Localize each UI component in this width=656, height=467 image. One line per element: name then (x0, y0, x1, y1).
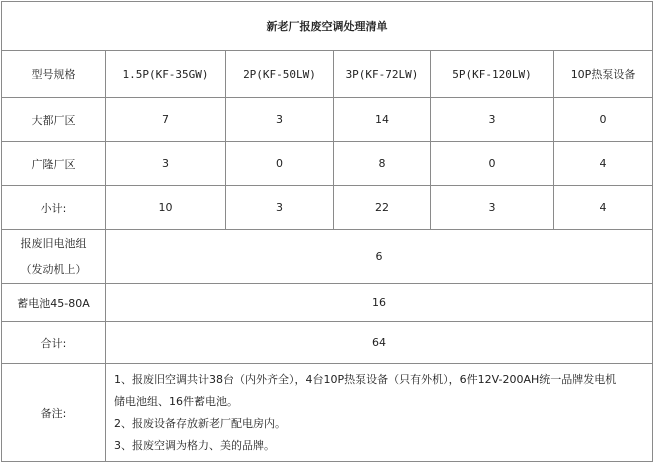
model-header: 2P(KF-50LW) (226, 51, 334, 98)
table-cell: 8 (334, 142, 431, 186)
table-cell: 0 (226, 142, 334, 186)
notes-cell (106, 364, 653, 462)
table-title: 新老厂报废空调处理清单 (2, 2, 653, 51)
table-cell: 0 (431, 142, 554, 186)
table-cell: 10 (106, 186, 226, 230)
table-cell: 3 (106, 142, 226, 186)
scrap-list-table (1, 1, 653, 462)
note-line: 1、报废旧空调共计38台（内外齐全），4台10P热泵设备（只有外机），6件12V-200AH统一品牌发电机 (114, 372, 617, 386)
model-header: 1.5P(KF-35GW) (106, 51, 226, 98)
row-label: 广隆厂区 (2, 142, 106, 186)
row-label: 合计: (2, 322, 106, 364)
table-cell: 4 (554, 186, 653, 230)
model-header: 3P(KF-72LW) (334, 51, 431, 98)
table-cell: 16 (106, 284, 653, 322)
note-line: 2、报废设备存放新老厂配电房内。 (114, 416, 286, 430)
note-line: 储电池组、16件蓄电池。 (114, 394, 238, 408)
model-header: 10P热泵设备 (554, 51, 653, 98)
table-cell: 3 (431, 98, 554, 142)
table-cell: 7 (106, 98, 226, 142)
battery-row (2, 284, 653, 322)
table-row (2, 142, 653, 186)
row-label-line2: （发动机上） (20, 262, 87, 276)
note-line: 3、报废空调为格力、美的品牌。 (114, 438, 275, 452)
table-cell: 22 (334, 186, 431, 230)
row-label: 小计: (2, 186, 106, 230)
table-cell: 3 (226, 186, 334, 230)
header-row (2, 51, 653, 98)
total-row (2, 322, 653, 364)
generator-row (2, 230, 653, 284)
table-cell: 6 (106, 230, 653, 284)
table-cell: 4 (554, 142, 653, 186)
row-label: 备注: (2, 364, 106, 462)
model-header: 5P(KF-120LW) (431, 51, 554, 98)
table-cell: 3 (226, 98, 334, 142)
row-label-line1: 报废旧电池组 (20, 236, 87, 250)
row-label (2, 230, 106, 284)
table-cell: 3 (431, 186, 554, 230)
header-label: 型号规格 (2, 51, 106, 98)
subtotal-row (2, 186, 653, 230)
notes-row (2, 364, 653, 462)
title-row (2, 2, 653, 51)
row-label: 大都厂区 (2, 98, 106, 142)
table-cell: 0 (554, 98, 653, 142)
table-cell: 14 (334, 98, 431, 142)
table-cell: 64 (106, 322, 653, 364)
row-label: 蓄电池45-80A (2, 284, 106, 322)
table-row (2, 98, 653, 142)
